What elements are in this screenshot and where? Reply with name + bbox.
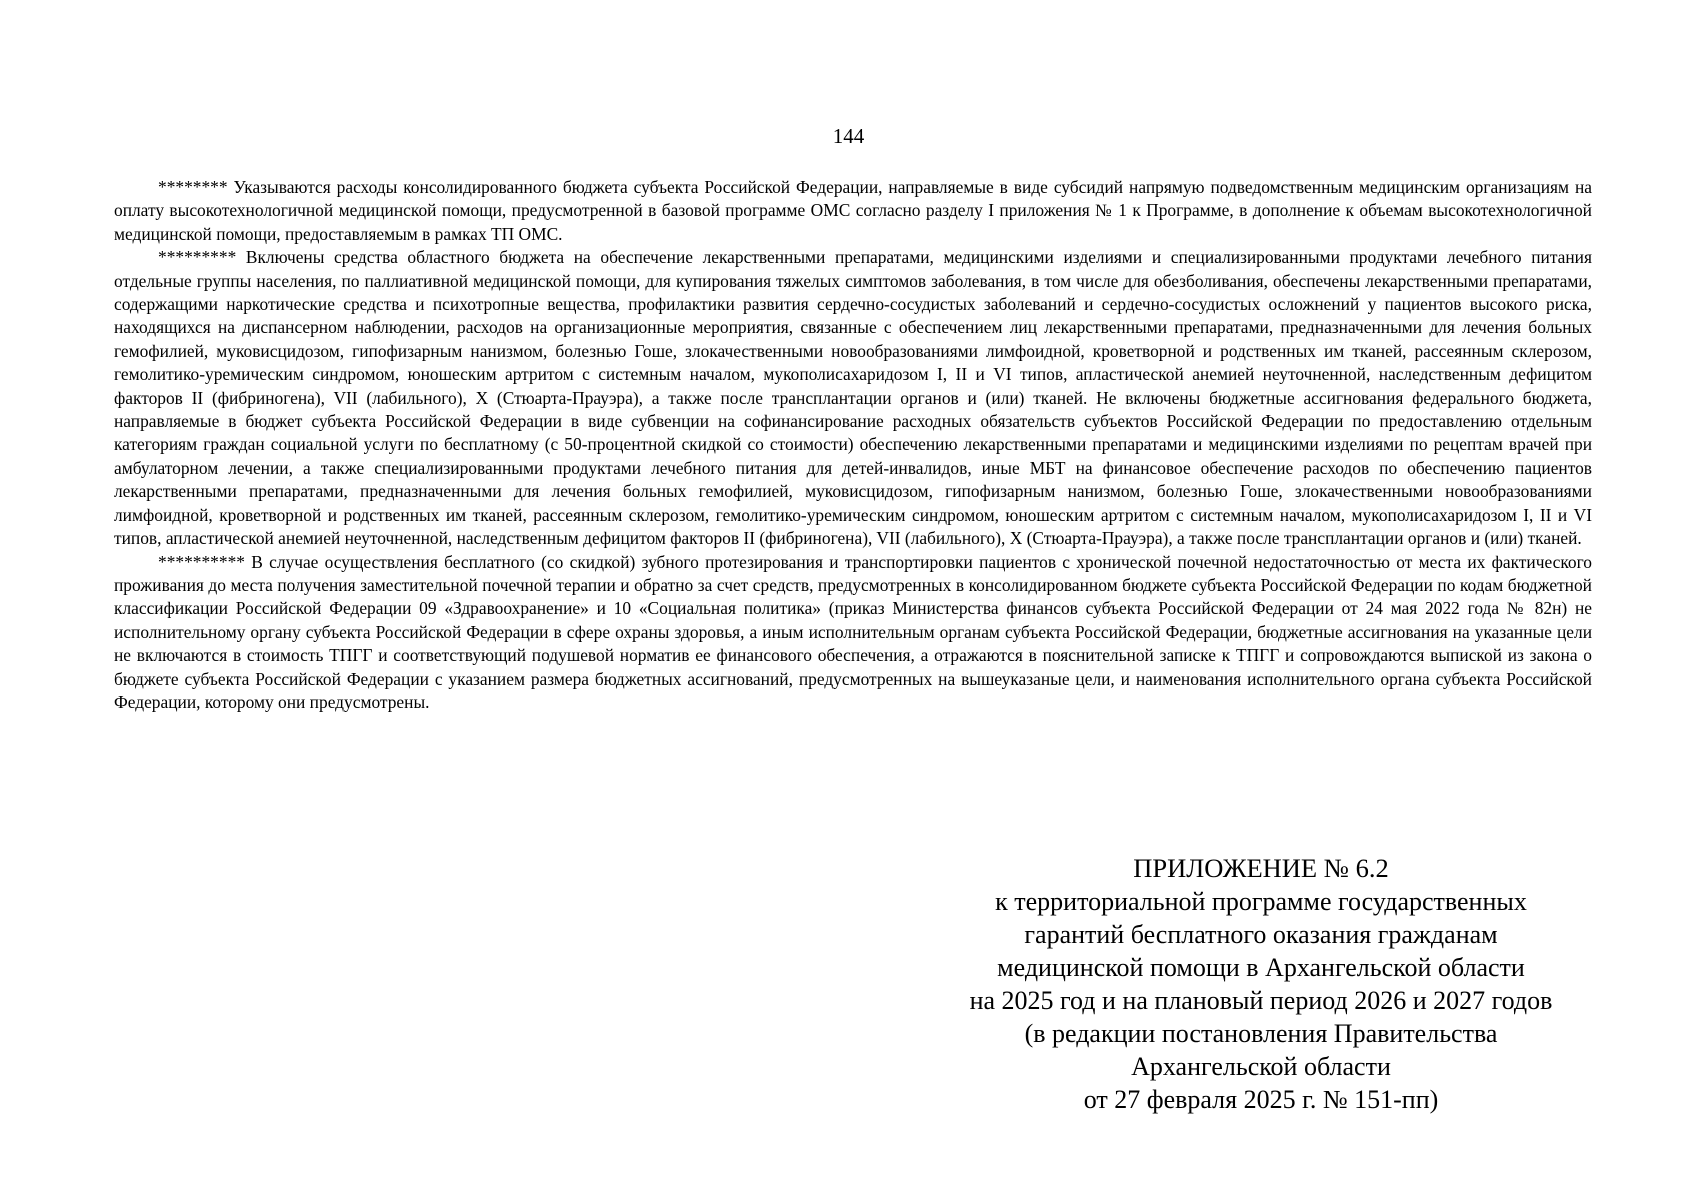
appendix-line: медицинской помощи в Архангельской области xyxy=(997,953,1525,982)
footnote-8-asterisks: ******** Указываются расходы консолидированного бюджета субъекта Российской Федерации, направляемые в виде субсидий напрямую подведомственным медицинским организациям на оплату высокотехнологичной медицинской помощи, предусмотренной в базовой программе ОМС согласно разделу I приложения № 1 к Программе, в дополнение к объемам высокотехнологичной медицинской помощи, предоставляемым в рамках ТП ОМС. xyxy=(114,177,1592,244)
footnote-10-asterisks: ********** В случае осуществления бесплатного (со скидкой) зубного протезирования и транспортировки пациентов с хронической почечной недостаточностью от места их фактического проживания до места получения заместительной почечной терапии и обратно за счет средств, предусмотренных в консолидированном бюджете субъекта Российской Федерации по кодам бюджетной классификации Российской Федерации 09 «Здравоохранение» и 10 «Социальная политика» (приказ Министерства финансов субъекта Российской Федерации от 24 мая 2022 года № 82н) не исполнительному органу субъекта Российской Федерации в сфере охраны здоровья, а иным исполнительным органам субъекта Российской Федерации, бюджетные ассигнования на указанные цели не включаются в стоимость ТПГГ и соответствующий подушевой норматив ее финансового обеспечения, а отражаются в пояснительной записке к ТПГГ и сопровождаются выпиской из закона о бюджете субъекта Российской Федерации с указанием размера бюджетных ассигнований, предусмотренных на вышеуказаные цели, и наименования исполнительного органа субъекта Российской Федерации, которому они предусмотрены. xyxy=(114,551,1592,712)
appendix-title: ПРИЛОЖЕНИЕ № 6.2 xyxy=(1133,853,1389,883)
footnotes-section xyxy=(114,176,1592,714)
page-number: 144 xyxy=(832,124,865,148)
appendix-line: (в редакции постановления Правительства xyxy=(1024,1019,1498,1048)
appendix-header xyxy=(930,852,1592,1116)
appendix-line: от 27 февраля 2025 г. № 151-пп) xyxy=(1083,1085,1439,1114)
appendix-line: гарантий бесплатного оказания гражданам xyxy=(1024,920,1498,949)
appendix-line: к территориальной программе государственных xyxy=(995,887,1527,916)
appendix-line: на 2025 год и на плановый период 2026 и 2027 годов xyxy=(969,986,1553,1015)
appendix-line: Архангельской области xyxy=(1131,1052,1391,1081)
footnote-9-asterisks: ********* Включены средства областного бюджета на обеспечение лекарственными препаратами, медицинскими изделиями и специализированными продуктами лечебного питания отдельные группы населения, по паллиативной медицинской помощи, для купирования тяжелых симптомов заболевания, в том числе для обезболивания, обеспечены лекарственными препаратами, содержащими наркотические средства и психотропные вещества, профилактики развития сердечно-сосудистых заболеваний и сердечно-сосудистых осложнений у пациентов высокого риска, находящихся на диспансерном наблюдении, расходов на организационные мероприятия, связанные с обеспечением лиц лекарственными препаратами, предназначенными для лечения больных гемофилией, муковисцидозом, гипофизарным нанизмом, болезнью Гоше, злокачественными новообразованиями лимфоидной, кроветворной и родственных им тканей, рассеянным склерозом, гемолитико-уремическим синдромом, юношеским артритом с системным началом, мукополисахаридозом I, II и VI типов, апластической анемией неуточненной, наследственным дефицитом факторов II (фибриногена), VII (лабильного), X (Стюарта-Прауэра), а также после трансплантации органов и (или) тканей. Не включены бюджетные ассигнования федерального бюджета, направляемые в бюджет субъекта Российской Федерации в виде субвенции на софинансирование расходных обязательств субъектов Российской Федерации по предоставлению отдельным категориям граждан социальной услуги по бесплатному (с 50-процентной скидкой со стоимости) обеспечению лекарственными препаратами и медицинскими изделиями по рецептам врачей при амбулаторном лечении, а также специализированными продуктами лечебного питания для детей-инвалидов, иные МБТ на финансовое обеспечение расходов по обеспечению пациентов лекарственными препаратами, предназначенными для лечения больных гемофилией, муковисцидозом, гипофизарным нанизмом, болезнью Гоше, злокачественными новообразованиями лимфоидной, кроветворной и родственных им тканей, рассеянным склерозом, гемолитико-уремическим синдромом, юношеским артритом с системным началом, мукополисахаридозом I, II и VI типов, апластической анемией неуточненной, наследственным дефицитом факторов II (фибриногена), VII (лабильного), X (Стюарта-Прауэра), а также после трансплантации органов и (или) тканей. xyxy=(114,247,1592,549)
